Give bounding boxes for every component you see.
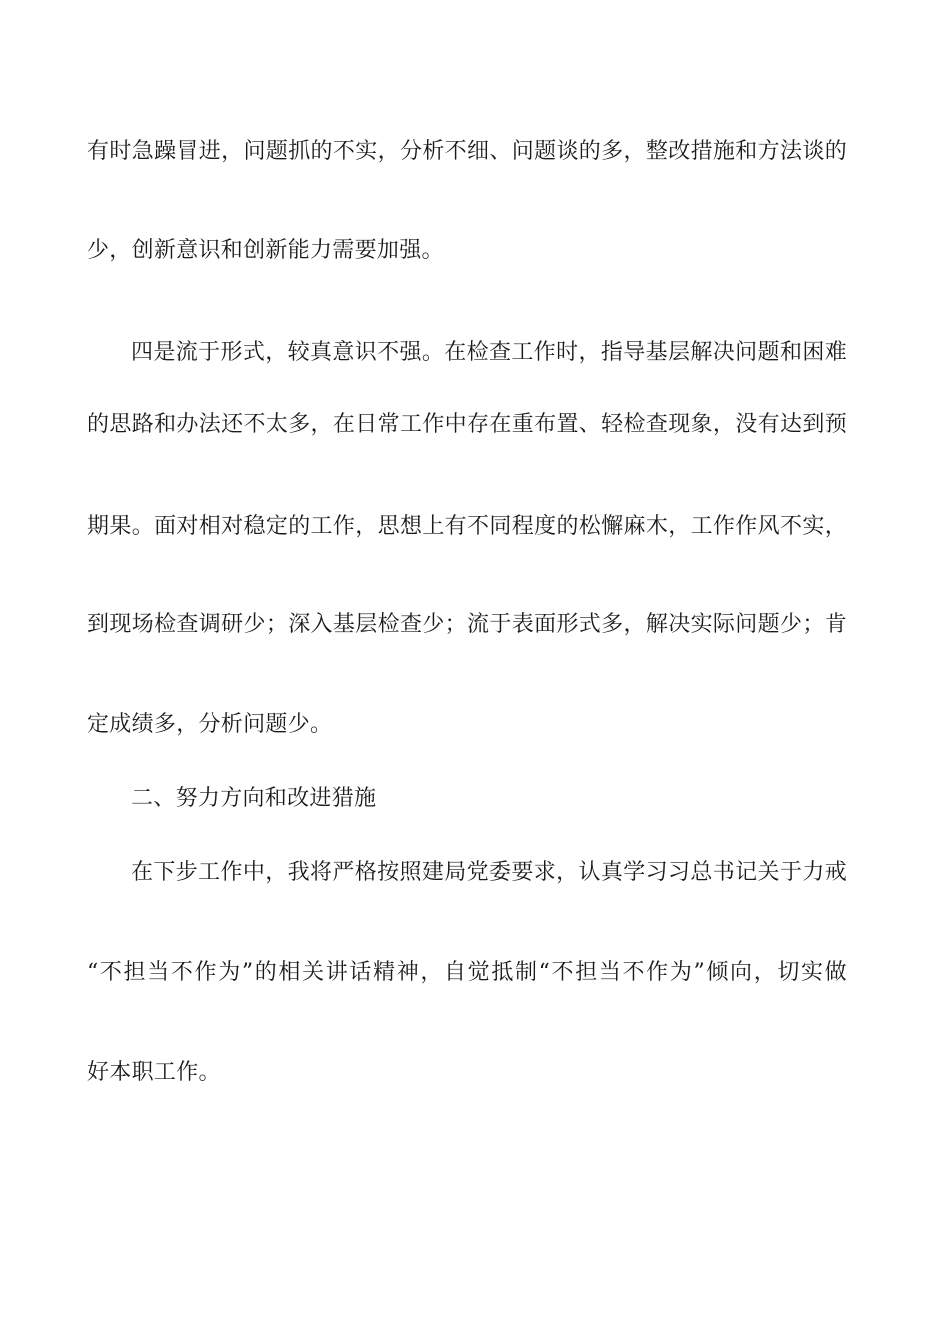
text-line: 好本职工作。 [87,1060,221,1085]
text-line: 期果。面对相对稳定的工作，思想上有不同程度的松懈麻木，工作作风不实， [87,514,847,539]
text-line: 的思路和办法还不太多，在日常工作中存在重布置、轻检查现象，没有达到预 [87,412,847,437]
text-line: 定成绩多，分析问题少。 [87,712,333,737]
text-line: 在下步工作中，我将严格按照建局党委要求，认真学习习总书记关于力戒 [131,860,847,885]
text-line: 四是流于形式，较真意识不强。在检查工作时，指导基层解决问题和困难 [131,340,847,365]
text-line: 到现场检查调研少；深入基层检查少；流于表面形式多，解决实际问题少；肯 [87,612,847,637]
text-line: 有时急躁冒进，问题抓的不实，分析不细、问题谈的多，整改措施和方法谈的 [87,139,847,164]
text-line: “不担当不作为”的相关讲话精神，自觉抵制“不担当不作为”倾向，切实做 [87,960,847,985]
text-line: 少，创新意识和创新能力需要加强。 [87,238,444,263]
section-heading: 二、努力方向和改进猎施 [131,786,377,811]
